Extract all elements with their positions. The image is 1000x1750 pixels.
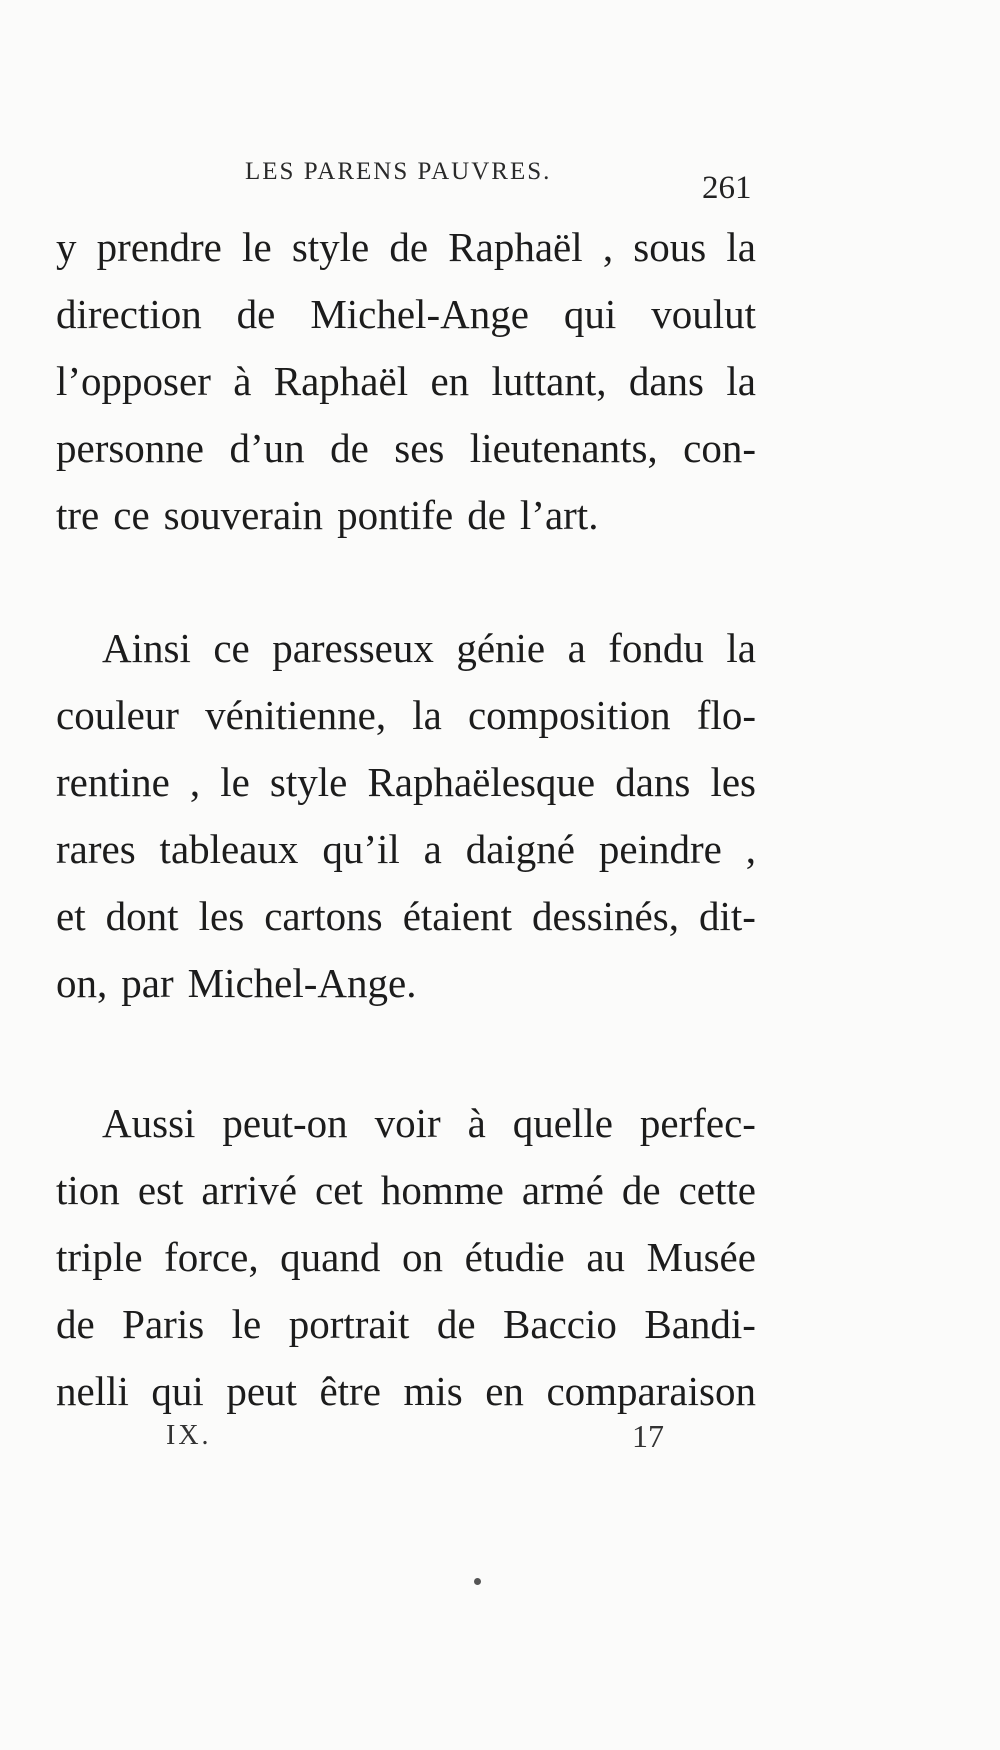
word: être <box>319 1368 381 1414</box>
word: daigné <box>465 826 575 872</box>
word: paresseux <box>272 625 434 671</box>
word: armé <box>521 1167 604 1213</box>
word: voulut <box>651 291 756 337</box>
word: génie <box>456 625 546 671</box>
word: style <box>269 759 348 805</box>
word: dont <box>105 893 179 939</box>
page-number: 261 <box>702 170 752 206</box>
word: de <box>467 492 506 538</box>
word: en <box>430 358 470 404</box>
word: souverain <box>163 492 324 538</box>
word: l’opposer <box>56 358 211 404</box>
text-line <box>56 1291 756 1358</box>
word: tableaux <box>159 826 299 872</box>
word: composition <box>467 692 671 738</box>
text-line <box>56 281 756 348</box>
word: de <box>56 1301 95 1347</box>
text-line <box>56 1224 756 1291</box>
word: par <box>121 960 174 1006</box>
word: Michel-Ange. <box>187 960 417 1006</box>
word: Raphaël <box>273 358 409 404</box>
word: cartons <box>264 893 383 939</box>
word: tion <box>56 1167 120 1213</box>
word: ce <box>113 492 150 538</box>
text-line <box>56 950 756 1017</box>
word: perfec- <box>639 1100 756 1146</box>
word: on <box>401 1234 443 1280</box>
word: en <box>485 1368 524 1414</box>
word: Baccio <box>503 1301 617 1347</box>
word: le <box>242 224 272 270</box>
word: les <box>710 759 756 805</box>
word: dessinés, <box>532 893 679 939</box>
word: la <box>726 224 756 270</box>
word: ses <box>394 425 445 471</box>
word: Michel-Ange <box>310 291 529 337</box>
word: dans <box>628 358 704 404</box>
word: pontife <box>337 492 454 538</box>
word: la <box>726 358 756 404</box>
word: qui <box>563 291 617 337</box>
word: ce <box>213 625 250 671</box>
word: qu’il <box>322 826 400 872</box>
word: quelle <box>512 1100 613 1146</box>
word: l’art. <box>519 492 599 538</box>
word: peut <box>226 1368 297 1414</box>
word: nelli <box>56 1368 129 1414</box>
word: homme <box>380 1167 504 1213</box>
word: le <box>231 1301 262 1347</box>
word: con- <box>683 425 756 471</box>
word: la <box>412 692 442 738</box>
word: peut-on <box>222 1100 348 1146</box>
word: Bandi- <box>644 1301 756 1347</box>
word: de <box>330 425 369 471</box>
word: dans <box>615 759 691 805</box>
word: fondu <box>608 625 704 671</box>
word: étaient <box>402 893 512 939</box>
word: on, <box>56 960 108 1006</box>
word: , <box>602 224 614 270</box>
word: dit- <box>699 893 756 939</box>
word: peindre <box>598 826 722 872</box>
word: de <box>436 1301 476 1347</box>
word: de <box>389 224 429 270</box>
word: direction <box>56 291 202 337</box>
paragraph-2 <box>56 615 756 1017</box>
word: Paris <box>122 1301 205 1347</box>
word: étudie <box>464 1234 565 1280</box>
word: au <box>586 1234 626 1280</box>
word: les <box>198 893 245 939</box>
word: y <box>56 224 77 270</box>
text-line <box>56 1157 756 1224</box>
text-line <box>56 1358 756 1425</box>
word: lieutenants, <box>469 425 658 471</box>
word: vénitienne, <box>205 692 387 738</box>
text-line <box>56 749 756 816</box>
word: qui <box>151 1368 204 1414</box>
word: est <box>137 1167 184 1213</box>
word: Raphaëlesque <box>367 759 596 805</box>
word: tre <box>56 492 100 538</box>
word: triple <box>56 1234 143 1280</box>
word: Musée <box>646 1234 756 1280</box>
word: Raphaël <box>448 224 583 270</box>
word: personne <box>56 425 205 471</box>
word: rares <box>56 826 136 872</box>
word: flo- <box>696 692 756 738</box>
word: le <box>220 759 250 805</box>
word: rentine <box>56 759 170 805</box>
word: sous <box>633 224 707 270</box>
word: à <box>467 1100 486 1146</box>
running-title: LES PARENS PAUVRES. <box>245 158 552 185</box>
text-line <box>56 615 756 682</box>
word: Ainsi <box>102 625 191 671</box>
word: luttant, <box>491 358 607 404</box>
word: quand <box>280 1234 381 1280</box>
text-line <box>56 1090 756 1157</box>
text-line <box>56 883 756 950</box>
paragraph-1 <box>56 214 756 549</box>
word: voir <box>374 1100 441 1146</box>
word: prendre <box>96 224 222 270</box>
word: , <box>189 759 201 805</box>
text-line <box>56 415 756 482</box>
word: force, <box>164 1234 259 1280</box>
word: cette <box>678 1167 756 1213</box>
word: a <box>567 625 586 671</box>
word: la <box>726 625 756 671</box>
leaf-number: 17 <box>632 1418 664 1454</box>
text-line <box>56 682 756 749</box>
paragraph-3 <box>56 1090 756 1425</box>
word: arrivé <box>201 1167 297 1213</box>
word: style <box>291 224 370 270</box>
word: couleur <box>56 692 179 738</box>
word: à <box>233 358 252 404</box>
word: portrait <box>288 1301 410 1347</box>
word: d’un <box>229 425 305 471</box>
word: cet <box>315 1167 363 1213</box>
word: comparaison <box>546 1368 756 1414</box>
text-line <box>56 482 756 549</box>
word: a <box>423 826 442 872</box>
word: Aussi <box>102 1100 196 1146</box>
word: et <box>56 893 86 939</box>
word: de <box>621 1167 661 1213</box>
word: de <box>236 291 276 337</box>
text-line <box>56 214 756 281</box>
signature-mark: IX. <box>166 1420 212 1451</box>
word: mis <box>403 1368 463 1414</box>
text-line <box>56 816 756 883</box>
text-line <box>56 348 756 415</box>
ink-speck <box>474 1578 481 1585</box>
word: , <box>745 826 756 872</box>
